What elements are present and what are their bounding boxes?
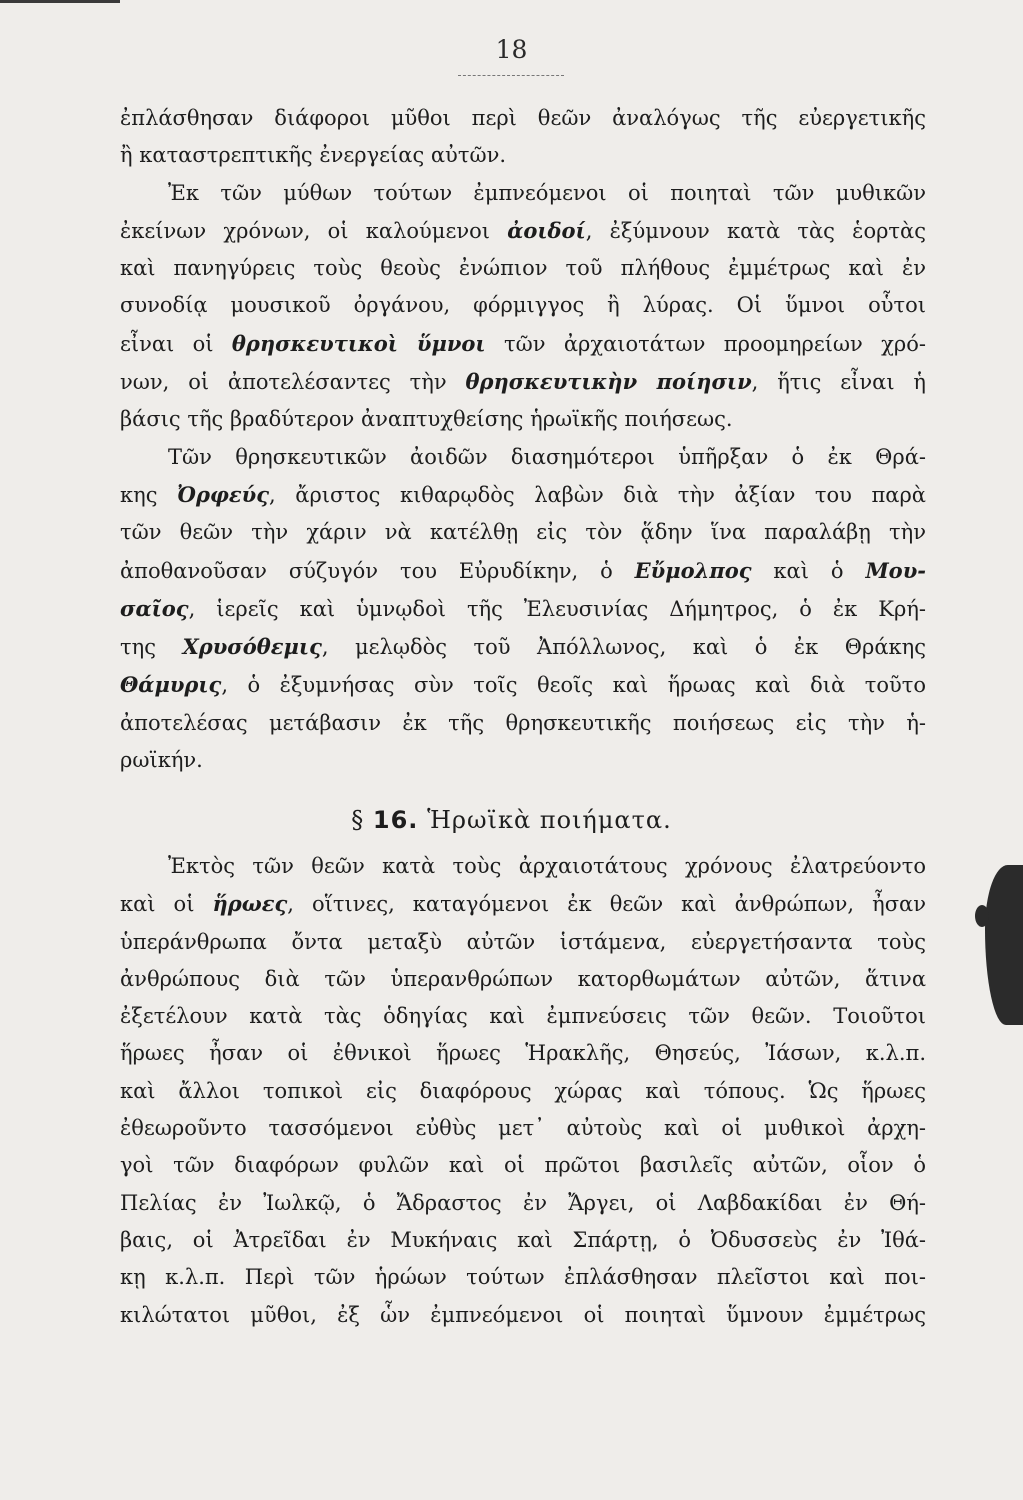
text-line: γοὶ τῶν διαφόρων φυλῶν καὶ οἱ πρῶτοι βασιλεῖς αὐτῶν, οἷον ὁ (120, 1153, 926, 1178)
text-line: ἐξετέλουν κατὰ τὰς ὁδηγίας καὶ ἐμπνεύσεις τῶν θεῶν. Τοιοῦτοι (120, 1004, 926, 1029)
text-line: Ἐκ τῶν μύθων τούτων ἐμπνεόμενοι οἱ ποιηταὶ τῶν μυθικῶν (168, 180, 926, 205)
text-line: σαῖος, ἱερεῖς καὶ ὑμνῳδοὶ τῆς Ἐλευσινίας Δήμητρος, ὁ ἐκ Κρή- (120, 595, 926, 621)
emphasis-name: Ὀρφεύς (177, 481, 270, 507)
text-line: Ἐκτὸς τῶν θεῶν κατὰ τοὺς ἀρχαιοτάτους χρόνους ἐλατρεύοντο (168, 854, 926, 878)
emphasis-term: ἀοιδοί (507, 217, 586, 243)
text-block-upper (120, 100, 926, 779)
text-line: ἐκείνων χρόνων, οἱ καλούμενοι ἀοιδοί, ἐξύμνουν κατὰ τὰς ἑορτὰς (120, 217, 926, 243)
text-line: ἀποτελέσας μετάβασιν ἐκ τῆς θρησκευτικῆς ποιήσεως εἰς τὴν ἡ- (120, 710, 926, 735)
text-line: ἐθεωροῦντο τασσόμενοι εὐθὺς μετ᾽ αὐτοὺς καὶ οἱ μυθικοὶ ἀρχη- (120, 1116, 926, 1141)
text-line: Πελίας ἐν Ἰωλκῷ, ὁ Ἄδραστος ἐν Ἄργει, οἱ Λαβδακίδαι ἐν Θή- (120, 1190, 926, 1215)
text-line: Θάμυρις, ὁ ἐξυμνήσας σὺν τοῖς θεοῖς καὶ ἥρωας καὶ διὰ τοῦτο (120, 672, 926, 698)
emphasis-name: Εὔμολπος (634, 557, 752, 583)
header-rule (458, 75, 564, 76)
emphasis-name: Χρυσόθεμις (182, 634, 322, 660)
section-number: 16. (372, 806, 419, 834)
emphasis-term: ἥρωες (212, 891, 288, 917)
emphasis-term: θρησκευτικοὶ ὕμνοι (231, 330, 486, 356)
text-line: τῶν θεῶν τὴν χάριν νὰ κατέλθῃ εἰς τὸν ᾅδην ἵνα παραλάβῃ τὴν (120, 520, 926, 545)
text-line: Τῶν θρησκευτικῶν ἀοιδῶν διασημότεροι ὑπῆρξαν ὁ ἐκ Θρά- (168, 444, 926, 469)
text-line: ἢ καταστρεπτικῆς ἐνεργείας αὐτῶν. (120, 143, 507, 168)
text-line: ἀνθρώπους διὰ τῶν ὑπερανθρώπων κατορθωμάτων αὐτῶν, ἅτινα (120, 966, 926, 991)
text-line: κιλώτατοι μῦθοι, ἐξ ὧν ἐμπνεόμενοι οἱ ποιηταὶ ὕμνουν ἐμμέτρως (120, 1302, 926, 1327)
text-line: εἶναι οἱ θρησκευτικοὶ ὕμνοι τῶν ἀρχαιοτάτων προομηρείων χρό- (120, 330, 926, 356)
text-line: νων, οἱ ἀποτελέσαντες τὴν θρησκευτικὴν ποίησιν, ἥτις εἶναι ἡ (120, 369, 926, 395)
text-line: καὶ πανηγύρεις τοὺς θεοὺς ἐνώπιον τοῦ πλήθους ἐμμέτρως καὶ ἐν (120, 256, 926, 281)
emphasis-term: θρησκευτικὴν ποίησιν (465, 369, 752, 395)
text-line: κης Ὀρφεύς, ἄριστος κιθαρῳδὸς λαβὼν διὰ τὴν ἀξίαν του παρὰ (120, 481, 926, 507)
ink-blot (985, 865, 1023, 1025)
section-symbol: § (351, 806, 365, 834)
text-line: ὑπεράνθρωπα ὄντα μεταξὺ αὐτῶν ἱστάμενα, εὐεργετήσαντα τοὺς (120, 929, 926, 954)
text-block-lower (120, 848, 926, 1334)
emphasis-name: σαῖος (120, 595, 189, 621)
section-heading (0, 806, 1023, 834)
text-line: ρωϊκήν. (120, 748, 203, 773)
text-line: κῃ κ.λ.π. Περὶ τῶν ἡρώων τούτων ἐπλάσθησαν πλεῖστοι καὶ ποι- (120, 1265, 926, 1290)
page-number: 18 (495, 35, 528, 64)
emphasis-name: Μου- (865, 557, 926, 583)
text-line: βαις, οἱ Ἀτρεῖδαι ἐν Μυκήναις καὶ Σπάρτῃ, ὁ Ὀδυσσεὺς ἐν Ἰθά- (120, 1227, 926, 1252)
emphasis-name: Θάμυρις (120, 672, 222, 698)
text-line: ἐπλάσθησαν διάφοροι μῦθοι περὶ θεῶν ἀναλόγως τῆς εὐεργετικῆς (120, 106, 926, 130)
text-line: ἥρωες ἦσαν οἱ ἐθνικοὶ ἥρωες Ἡρακλῆς, Θησεύς, Ἰάσων, κ.λ.π. (120, 1041, 926, 1066)
scan-edge-mark (0, 0, 120, 3)
text-line: βάσις τῆς βραδύτερον ἀναπτυχθείσης ἡρωϊκῆς ποιήσεως. (120, 407, 733, 432)
text-line: καὶ ἄλλοι τοπικοὶ εἰς διαφόρους χώρας καὶ τόπους. Ὡς ἥρωες (120, 1078, 926, 1103)
text-line: της Χρυσόθεμις, μελῳδὸς τοῦ Ἀπόλλωνος, καὶ ὁ ἐκ Θράκης (120, 634, 926, 660)
section-title: Ἡρωϊκὰ ποιήματα. (427, 806, 672, 834)
text-line: καὶ οἱ ἥρωες, οἵτινες, καταγόμενοι ἐκ θεῶν καὶ ἀνθρώπων, ἦσαν (120, 891, 926, 917)
text-line: συνοδίᾳ μουσικοῦ ὀργάνου, φόρμιγγος ἢ λύρας. Οἱ ὕμνοι οὗτοι (120, 293, 926, 318)
text-line: ἀποθανοῦσαν σύζυγόν του Εὐρυδίκην, ὁ Εὔμολπος καὶ ὁ Μου- (120, 557, 926, 583)
